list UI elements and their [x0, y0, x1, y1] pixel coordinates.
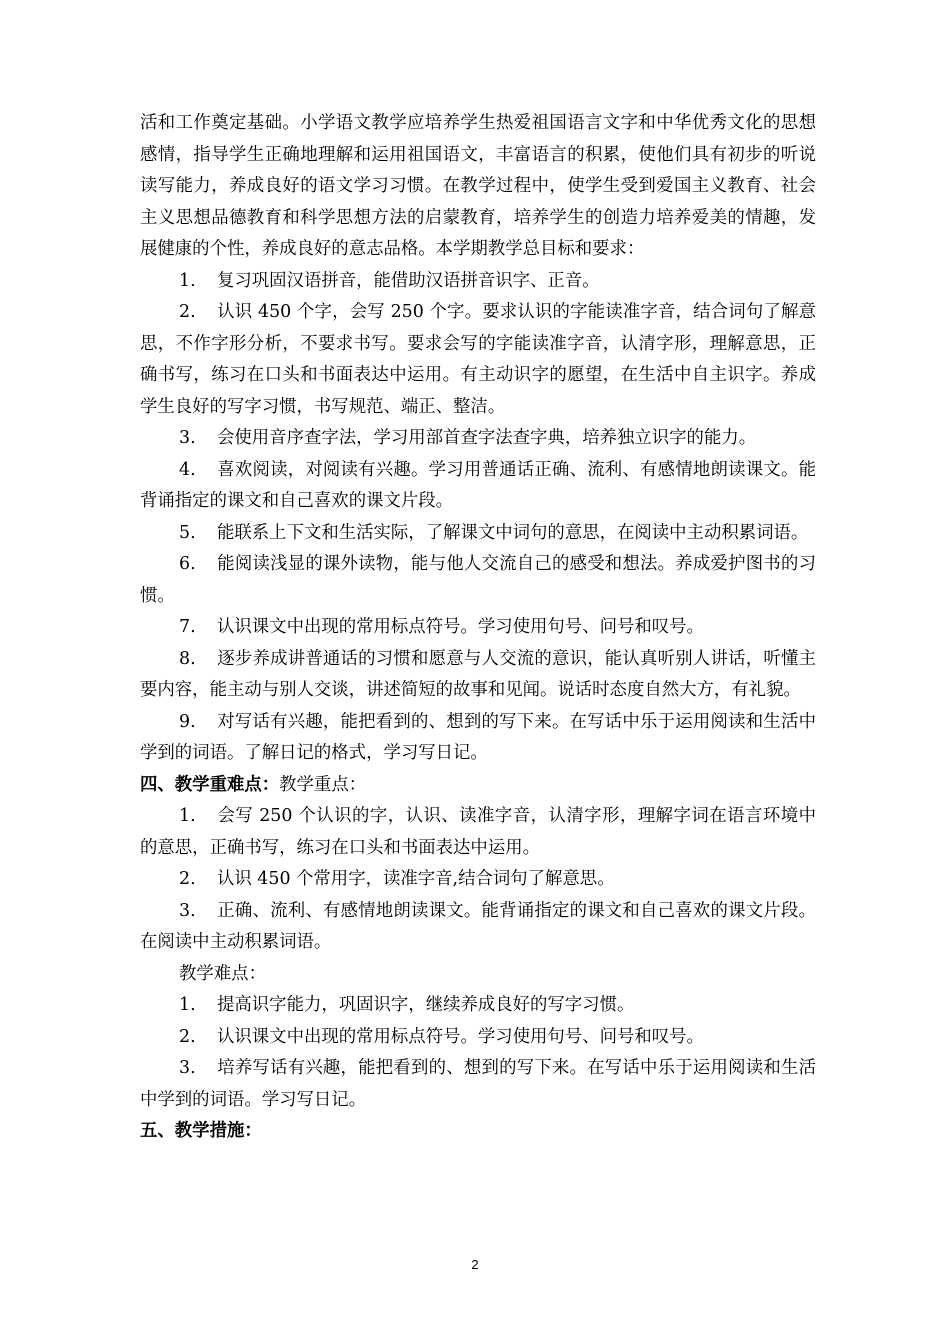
item-number: 2. [179, 302, 196, 322]
item-text: 能阅读浅显的课外读物，能与他人交流自己的感受和想法。养成爱护图书的习惯。 [140, 554, 816, 606]
difficult-point-item-1 [140, 990, 816, 1022]
difficult-point-item-2 [140, 1022, 816, 1054]
goal-item-3 [140, 423, 816, 455]
item-number: 1. [179, 995, 196, 1015]
item-text: 认识 450 个常用字，读准字音,结合词句了解意思。 [217, 869, 615, 889]
item-text: 培养写话有兴趣，能把看到的、想到的写下来。在写话中乐于运用阅读和生活中学到的词语。学习写日记。 [140, 1058, 816, 1110]
key-point-item-1 [140, 801, 816, 864]
page-number: 2 [471, 1257, 479, 1272]
item-number: 9. [179, 711, 196, 732]
item-text: 对写话有兴趣，能把看到的、想到的写下来。在写话中乐于运用阅读和生活中学到的词语。了解日记的格式，学习写日记。 [140, 711, 816, 763]
item-number: 4. [179, 459, 196, 480]
key-point-item-2 [140, 864, 816, 896]
item-text: 认识课文中出现的常用标点符号。学习使用句号、问号和叹号。 [217, 1026, 704, 1047]
item-number: 3. [179, 1058, 196, 1078]
item-number: 3. [179, 900, 196, 921]
item-text: 会使用音序查字法，学习用部首查字法查字典，培养独立识字的能力。 [217, 428, 757, 448]
goal-item-2 [140, 297, 816, 423]
item-text: 能联系上下文和生活实际，了解课文中词句的意思，在阅读中主动积累词语。 [217, 522, 809, 543]
item-number: 3. [179, 428, 196, 448]
item-text: 会写 250 个认识的字，认识、读准字音，认清字形，理解字词在语言环境中的意思，正确书写，练习在口头和书面表达中运用。 [140, 806, 816, 858]
item-number: 1. [179, 270, 196, 291]
difficult-points-list [140, 990, 816, 1116]
difficult-points-label: 教学难点： [179, 963, 266, 984]
item-number: 2. [179, 1026, 196, 1047]
item-text: 提高识字能力，巩固识字，继续养成良好的写字习惯。 [217, 995, 635, 1015]
goal-item-4 [140, 455, 816, 518]
key-point-item-3 [140, 896, 816, 959]
goal-item-9 [140, 707, 816, 770]
item-text: 喜欢阅读，对阅读有兴趣。学习用普通话正确、流利、有感情地朗读课文。能背诵指定的课文和自己喜欢的课文片段。 [140, 459, 816, 511]
item-number: 5. [179, 522, 196, 543]
item-text: 认识 450 个字，会写 250 个字。要求认识的字能读准字音，结合词句了解意思，不作字形分析，不要求书写。要求会写的字能读准字音，认清字形，理解意思，正确书写，练习在口头和书面表达中运用。有主动识字的愿望，在生活中自主识字。养成学生良好的写字习惯，书写规范、端正、整洁。 [140, 302, 816, 417]
section-heading-key-points [140, 770, 816, 802]
goal-item-5 [140, 518, 816, 550]
section-heading-title: 四、教学重难点： [140, 774, 280, 795]
item-text: 认识课文中出现的常用标点符号。学习使用句号、问号和叹号。 [217, 617, 704, 637]
document-body [140, 108, 816, 1148]
item-text: 正确、流利、有感情地朗读课文。能背诵指定的课文和自己喜欢的课文片段。在阅读中主动积累词语。 [140, 900, 816, 952]
item-text: 逐步养成讲普通话的习惯和愿意与人交流的意识，能认真听别人讲话，听懂主要内容，能主动与别人交谈，讲述简短的故事和见闻。说话时态度自然大方，有礼貌。 [140, 648, 816, 700]
key-points-list [140, 801, 816, 959]
item-number: 8. [179, 648, 196, 669]
section-heading-measures: 五、教学措施： [140, 1121, 262, 1141]
intro-paragraph: 活和工作奠定基础。小学语文教学应培养学生热爱祖国语言文字和中华优秀文化的思想感情，指导学生正确地理解和运用祖国语文，丰富语言的积累，使他们具有初步的听说读写能力，养成良好的语文学习习惯。在教学过程中，使学生受到爱国主义教育、社会主义思想品德教育和科学思想方法的启蒙教育，培养学生的创造力培养爱美的情趣，发展健康的个性，养成良好的意志品格。本学期教学总目标和要求： [140, 113, 816, 259]
goal-item-8 [140, 644, 816, 707]
item-number: 6. [179, 554, 196, 574]
difficult-point-item-3 [140, 1053, 816, 1116]
key-points-label: 教学重点： [279, 774, 367, 795]
goal-item-6 [140, 549, 816, 612]
goal-item-1 [140, 266, 816, 298]
item-number: 2. [179, 869, 196, 889]
item-number: 1. [179, 806, 196, 826]
goals-list [140, 266, 816, 770]
item-number: 7. [179, 617, 196, 637]
item-text: 复习巩固汉语拼音，能借助汉语拼音识字、正音。 [217, 270, 600, 291]
goal-item-7 [140, 612, 816, 644]
